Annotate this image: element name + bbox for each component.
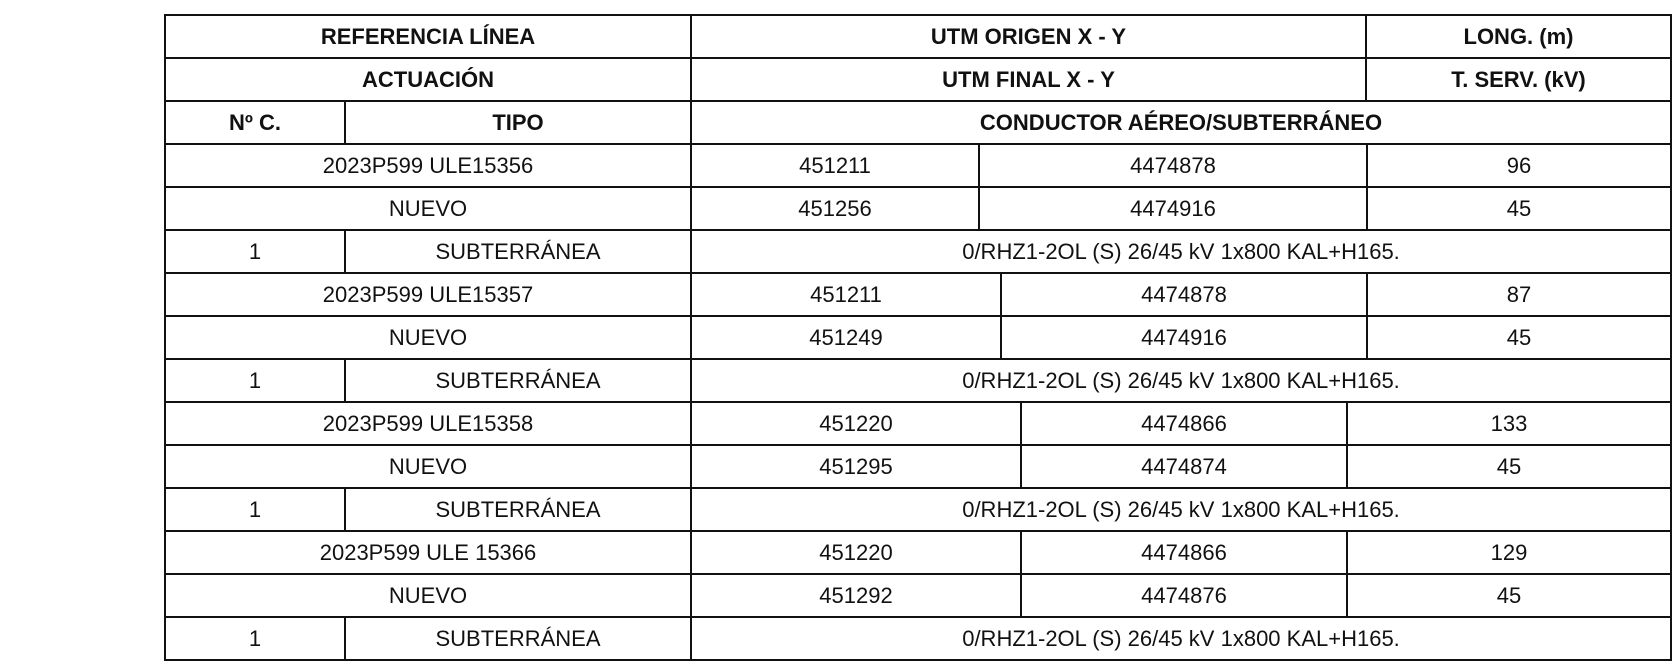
header-row-1 <box>166 16 1670 59</box>
circuit-number: 1 <box>248 625 262 651</box>
table-row <box>166 403 1670 446</box>
service-voltage: 45 <box>1366 188 1670 229</box>
final-y: 4474874 <box>1020 446 1346 487</box>
header-service-voltage: T. SERV. (kV) <box>1365 59 1670 100</box>
table-row <box>166 188 1670 231</box>
line-length: 87 <box>1366 274 1670 315</box>
header-ref-line: REFERENCIA LÍNEA <box>320 23 536 49</box>
table-row <box>166 618 1670 661</box>
origin-y: 4474878 <box>1000 274 1366 315</box>
line-length: 129 <box>1346 532 1670 573</box>
header-row-2 <box>166 59 1670 102</box>
header-action: ACTUACIÓN <box>362 66 494 92</box>
service-voltage: 45 <box>1346 575 1670 616</box>
conductor-spec: 0/RHZ1-2OL (S) 26/45 kV 1x800 KAL+H165. <box>690 618 1670 659</box>
line-length: 133 <box>1346 403 1670 444</box>
origin-x: 451220 <box>690 403 1020 444</box>
conductor-spec: 0/RHZ1-2OL (S) 26/45 kV 1x800 KAL+H165. <box>690 489 1670 530</box>
line-type: SUBTERRÁNEA <box>344 360 690 401</box>
header-row-3 <box>166 102 1670 145</box>
line-action: NUEVO <box>388 324 468 350</box>
final-y: 4474916 <box>1000 317 1366 358</box>
table-row <box>166 317 1670 360</box>
origin-x: 451220 <box>690 532 1020 573</box>
final-x: 451256 <box>690 188 978 229</box>
header-utm-origin: UTM ORIGEN X - Y <box>690 16 1365 57</box>
conductor-spec: 0/RHZ1-2OL (S) 26/45 kV 1x800 KAL+H165. <box>690 231 1670 272</box>
table-row <box>166 360 1670 403</box>
origin-x: 451211 <box>690 145 978 186</box>
origin-y: 4474866 <box>1020 403 1346 444</box>
final-x: 451295 <box>690 446 1020 487</box>
line-length: 96 <box>1366 145 1670 186</box>
table-row <box>166 274 1670 317</box>
line-reference: 2023P599 ULE15356 <box>322 152 534 178</box>
table-row <box>166 446 1670 489</box>
header-circuit-no: Nº C. <box>228 109 282 135</box>
final-y: 4474876 <box>1020 575 1346 616</box>
origin-y: 4474866 <box>1020 532 1346 573</box>
final-x: 451249 <box>690 317 1000 358</box>
table-body <box>166 145 1670 661</box>
line-reference: 2023P599 ULE 15366 <box>319 539 537 565</box>
table-row <box>166 575 1670 618</box>
table-row <box>166 489 1670 532</box>
line-type: SUBTERRÁNEA <box>344 618 690 659</box>
table-row <box>166 145 1670 188</box>
circuit-number: 1 <box>248 367 262 393</box>
line-action: NUEVO <box>388 582 468 608</box>
conductor-spec: 0/RHZ1-2OL (S) 26/45 kV 1x800 KAL+H165. <box>690 360 1670 401</box>
power-lines-table <box>164 14 1672 661</box>
line-action: NUEVO <box>388 195 468 221</box>
circuit-number: 1 <box>248 496 262 522</box>
table-row <box>166 231 1670 274</box>
header-length: LONG. (m) <box>1365 16 1670 57</box>
header-utm-final: UTM FINAL X - Y <box>690 59 1365 100</box>
line-type: SUBTERRÁNEA <box>344 231 690 272</box>
line-action: NUEVO <box>388 453 468 479</box>
line-type: SUBTERRÁNEA <box>344 489 690 530</box>
table-row <box>166 532 1670 575</box>
final-x: 451292 <box>690 575 1020 616</box>
service-voltage: 45 <box>1366 317 1670 358</box>
line-reference: 2023P599 ULE15357 <box>322 281 534 307</box>
final-y: 4474916 <box>978 188 1366 229</box>
origin-x: 451211 <box>690 274 1000 315</box>
circuit-number: 1 <box>248 238 262 264</box>
line-reference: 2023P599 ULE15358 <box>322 410 534 436</box>
service-voltage: 45 <box>1346 446 1670 487</box>
origin-y: 4474878 <box>978 145 1366 186</box>
header-conductor: CONDUCTOR AÉREO/SUBTERRÁNEO <box>690 102 1670 143</box>
header-type: TIPO <box>344 102 690 143</box>
